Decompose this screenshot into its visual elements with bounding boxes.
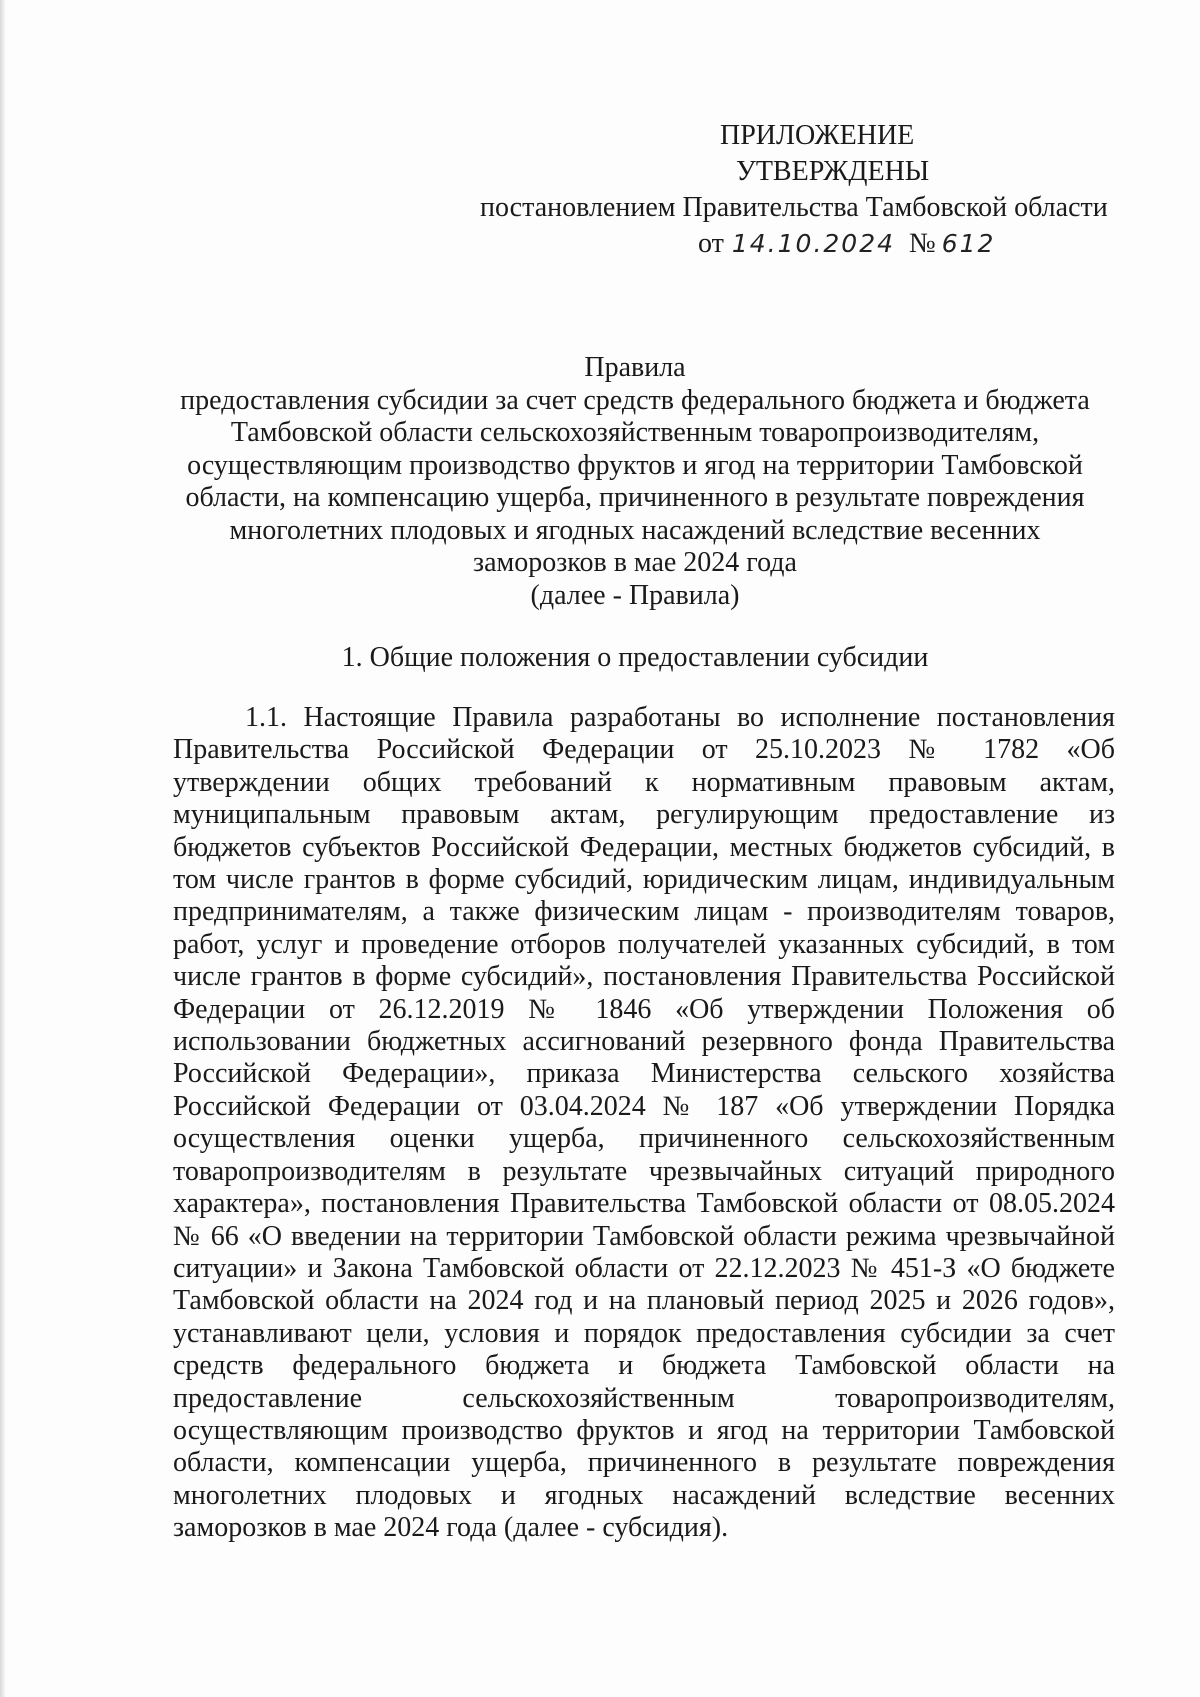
paragraph-line: числе грантов в форме субсидий», постановления Правительства Российской — [173, 961, 1115, 993]
decree-date-number — [480, 226, 1140, 262]
paragraph-line: Российской Федерации от 03.04.2024 № 187 «Об утверждении Порядка — [173, 1090, 1115, 1122]
section-heading: 1. Общие положения о предоставлении субсидии — [341, 642, 929, 673]
paragraph-1-1 — [173, 702, 1115, 1545]
title-line: заморозков в мае 2024 года — [473, 547, 797, 578]
paragraph-line: № 66 «О введении на территории Тамбовской области режима чрезвычайной — [173, 1220, 1115, 1252]
paragraph-line: 1.1. Настоящие Правила разработаны во исполнение постановления — [245, 702, 1115, 733]
approval-header — [480, 118, 1140, 262]
paragraph-line: муниципальным правовым актам, регулирующим предоставление из — [173, 799, 1115, 831]
paragraph-line: товаропроизводителям в результате чрезвычайных ситуаций природного — [173, 1155, 1115, 1187]
paragraph-line: осуществления оценки ущерба, причиненного сельскохозяйственным — [173, 1123, 1115, 1155]
paragraph-line: Российской Федерации», приказа Министерства сельского хозяйства — [173, 1058, 1115, 1090]
paragraph-line: Федерации от 26.12.2019 № 1846 «Об утверждении Положения об — [173, 993, 1115, 1025]
title-line: (далее - Правила) — [530, 579, 740, 611]
title-line: предоставления субсидии за счет средств федерального бюджета и бюджета — [180, 384, 1090, 416]
approved-label: УТВЕРЖДЕНЫ — [736, 156, 930, 187]
title-line: Тамбовской области сельскохозяйственным товаропроизводителям, — [230, 417, 1040, 448]
paragraph-line: бюджетов субъектов Российской Федерации, местных бюджетов субсидий, в — [173, 831, 1115, 863]
paragraph-line: области, компенсации ущерба, причиненного в результате повреждения — [173, 1447, 1115, 1479]
document-title — [150, 352, 1120, 612]
paragraph-line: утверждении общих требований к нормативным правовым актам, — [173, 766, 1115, 798]
approved-by-line: постановлением Правительства Тамбовской области — [480, 192, 1108, 223]
appendix-label: ПРИЛОЖЕНИЕ — [720, 120, 915, 151]
paragraph-line: предоставление сельскохозяйственным товаропроизводителям, — [173, 1382, 1115, 1414]
paragraph-line: характера», постановления Правительства Тамбовской области от 08.05.2024 — [173, 1188, 1115, 1220]
title-line: осуществляющим производство фруктов и ягод на территории Тамбовской — [187, 449, 1083, 481]
handwritten-number: 612 — [941, 229, 996, 258]
paragraph-line: многолетних плодовых и ягодных насаждений вследствие весенних — [173, 1479, 1115, 1511]
paragraph-line: Тамбовской области на 2024 год и на плановый период 2025 и 2026 годов», — [173, 1285, 1115, 1317]
paragraph-line: предпринимателям, а также физическим лицам - производителям товаров, — [173, 896, 1115, 928]
paragraph-line: Правительства Российской Федерации от 25.10.2023 № 1782 «Об — [173, 734, 1115, 766]
scan-edge — [0, 0, 6, 1697]
title-line: многолетних плодовых и ягодных насаждений вследствие весенних — [229, 514, 1041, 546]
paragraph-line: средств федерального бюджета и бюджета Тамбовской области на — [173, 1350, 1115, 1382]
from-prefix: от — [698, 228, 724, 259]
title-heading: Правила — [584, 352, 686, 383]
paragraph-line: устанавливают цели, условия и порядок предоставления субсидии за счет — [173, 1317, 1115, 1349]
number-sign: № — [909, 228, 936, 259]
title-line: области, на компенсацию ущерба, причиненного в результате повреждения — [185, 482, 1085, 513]
paragraph-line: ситуации» и Закона Тамбовской области от 22.12.2023 № 451-З «О бюджете — [173, 1252, 1115, 1284]
paragraph-line: работ, услуг и проведение отборов получателей указанных субсидий, в том — [173, 928, 1115, 960]
paragraph-line: том числе грантов в форме субсидий, юридическим лицам, индивидуальным — [173, 864, 1115, 896]
handwritten-date: 14.10.2024 — [731, 229, 896, 258]
paragraph-line: осуществляющим производство фруктов и ягод на территории Тамбовской — [173, 1414, 1115, 1446]
paragraph-line: заморозков в мае 2024 года (далее - субсидия). — [173, 1512, 729, 1544]
paragraph-line: использовании бюджетных ассигнований резервного фонда Правительства — [173, 1026, 1115, 1058]
